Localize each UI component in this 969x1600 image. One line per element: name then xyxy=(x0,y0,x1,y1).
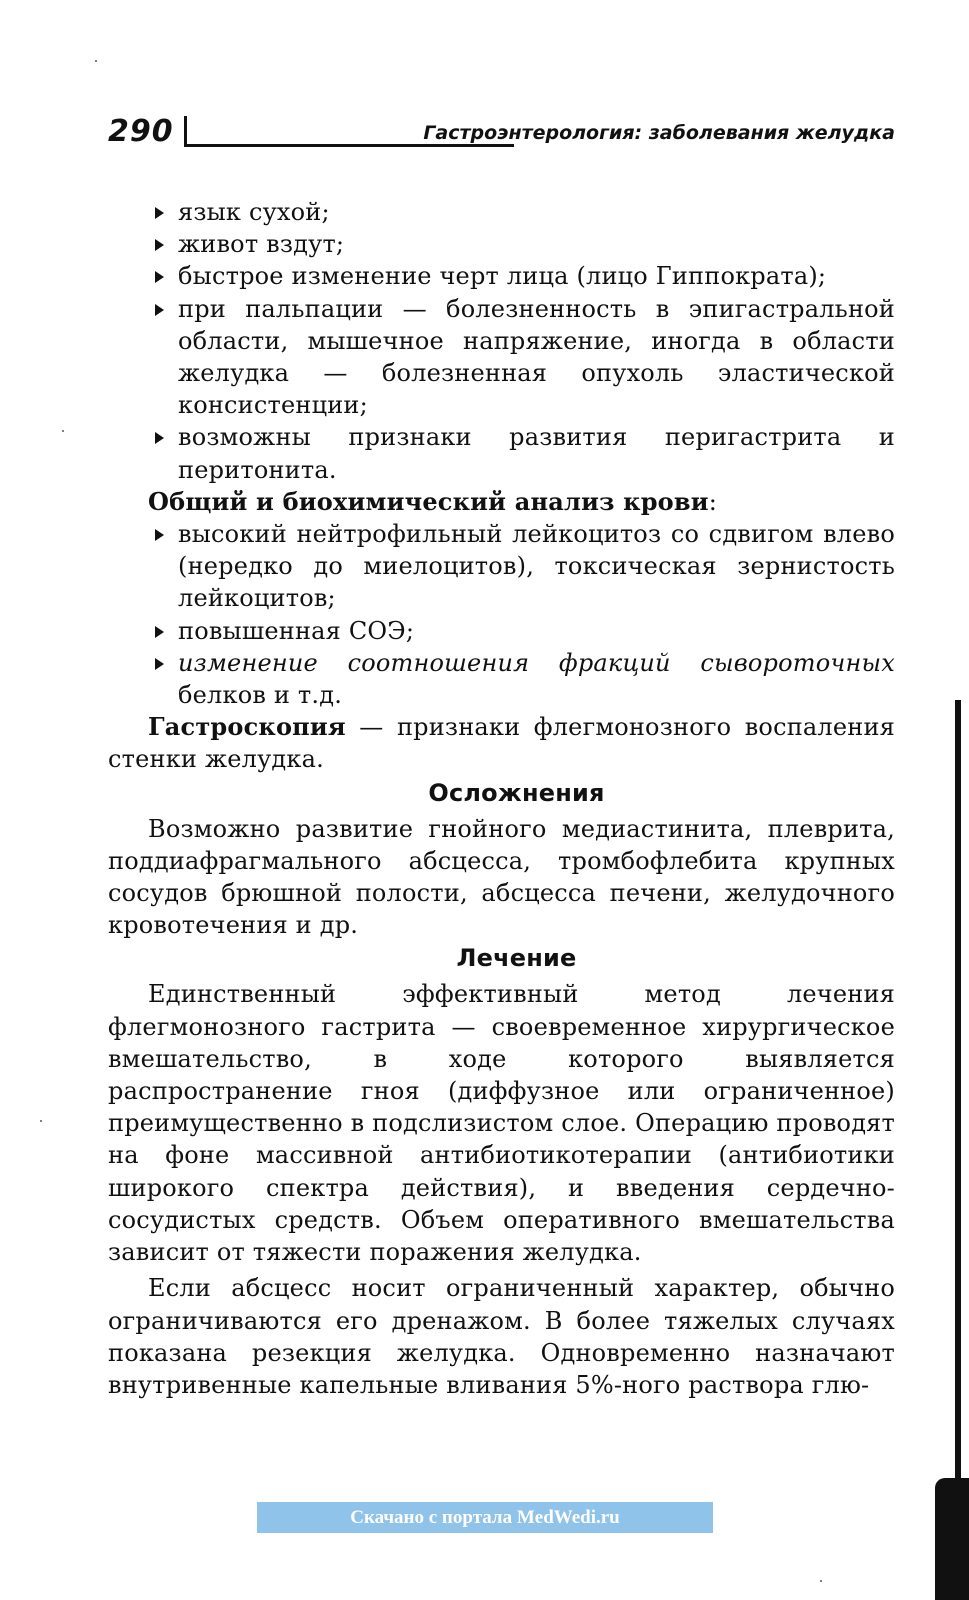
list-item: возможны признаки развития перигастрита и перитонита. xyxy=(152,421,895,485)
list-item: быстрое изменение черт лица (лицо Гиппократа); xyxy=(152,260,895,292)
list-item-rest: белков и т.д. xyxy=(178,681,343,710)
list-item: живот вздут; xyxy=(152,228,895,260)
gastroscopy-text: — признаки флегмонозного воспаления стенки желудка. xyxy=(108,713,895,774)
page-header xyxy=(108,114,895,150)
list-item xyxy=(152,647,895,711)
blood-test-heading xyxy=(108,486,895,518)
blood-test-colon: : xyxy=(708,487,718,516)
complications-heading: Осложнения xyxy=(428,778,605,807)
page-content xyxy=(108,196,895,1401)
list-item: повышенная СОЭ; xyxy=(152,615,895,647)
italic-fragment: изменение соотношения фракций сывороточных xyxy=(178,648,895,677)
blood-test-label: Общий и биохимический анализ крови xyxy=(148,486,709,516)
list-item: высокий нейтрофильный лейкоцитоз со сдвигом влево (нередко до миелоцитов), токсическая зернистость лейкоцитов; xyxy=(152,518,895,615)
scan-edge-shadow xyxy=(955,700,961,1480)
scan-speck xyxy=(820,1580,822,1582)
list-item: при пальпации — болезненность в эпигастральной области, мышечное напряжение, иногда в области желудка — болезненная опухоль эластической консистенции; xyxy=(152,293,895,422)
treatment-heading: Лечение xyxy=(456,944,577,973)
gastroscopy-label: Гастроскопия xyxy=(148,712,346,742)
complications-paragraph: Возможно развитие гнойного медиастинита, плеврита, поддиафрагмального абсцесса, тромбофлебита крупных сосудов брюшной полости, абсцесса печени, желудочного кровотечения и др. xyxy=(108,814,895,940)
symptoms-list xyxy=(108,196,895,486)
treatment-paragraph: Единственный эффективный метод лечения флегмонозного гастрита — своевременное хирургическое вмешательство, в ходе которого выявляется распространение гноя (диффузное или ограниченное) преимущественно в подслизистом слое. Операцию проводят на фоне массивной антибиотикотерапии (антибиотики широкого спектра действия), и введения сердечно-сосудистых средств. Объем оперативного вмешательства зависит от тяжести поражения желудка. xyxy=(108,980,895,1267)
scan-speck xyxy=(95,60,97,62)
gastroscopy-paragraph xyxy=(108,711,895,775)
scan-speck xyxy=(40,1120,42,1122)
treatment-paragraph: Если абсцесс носит ограниченный характер, обычно ограничиваются его дренажом. В более тяжелых случаях показана резекция желудка. Одновременно назначают внутривенные капельные вливания 5%-ного раствора глю- xyxy=(108,1274,895,1399)
scan-speck xyxy=(62,430,64,432)
running-title: Гастроэнтерология: заболевания желудка xyxy=(423,122,895,144)
page-number: 290 xyxy=(108,114,174,149)
blood-test-list xyxy=(108,518,895,711)
list-item: язык сухой; xyxy=(152,196,895,228)
watermark-banner: Скачано с портала MedWedi.ru xyxy=(257,1502,713,1533)
scan-corner-shadow xyxy=(935,1478,969,1600)
